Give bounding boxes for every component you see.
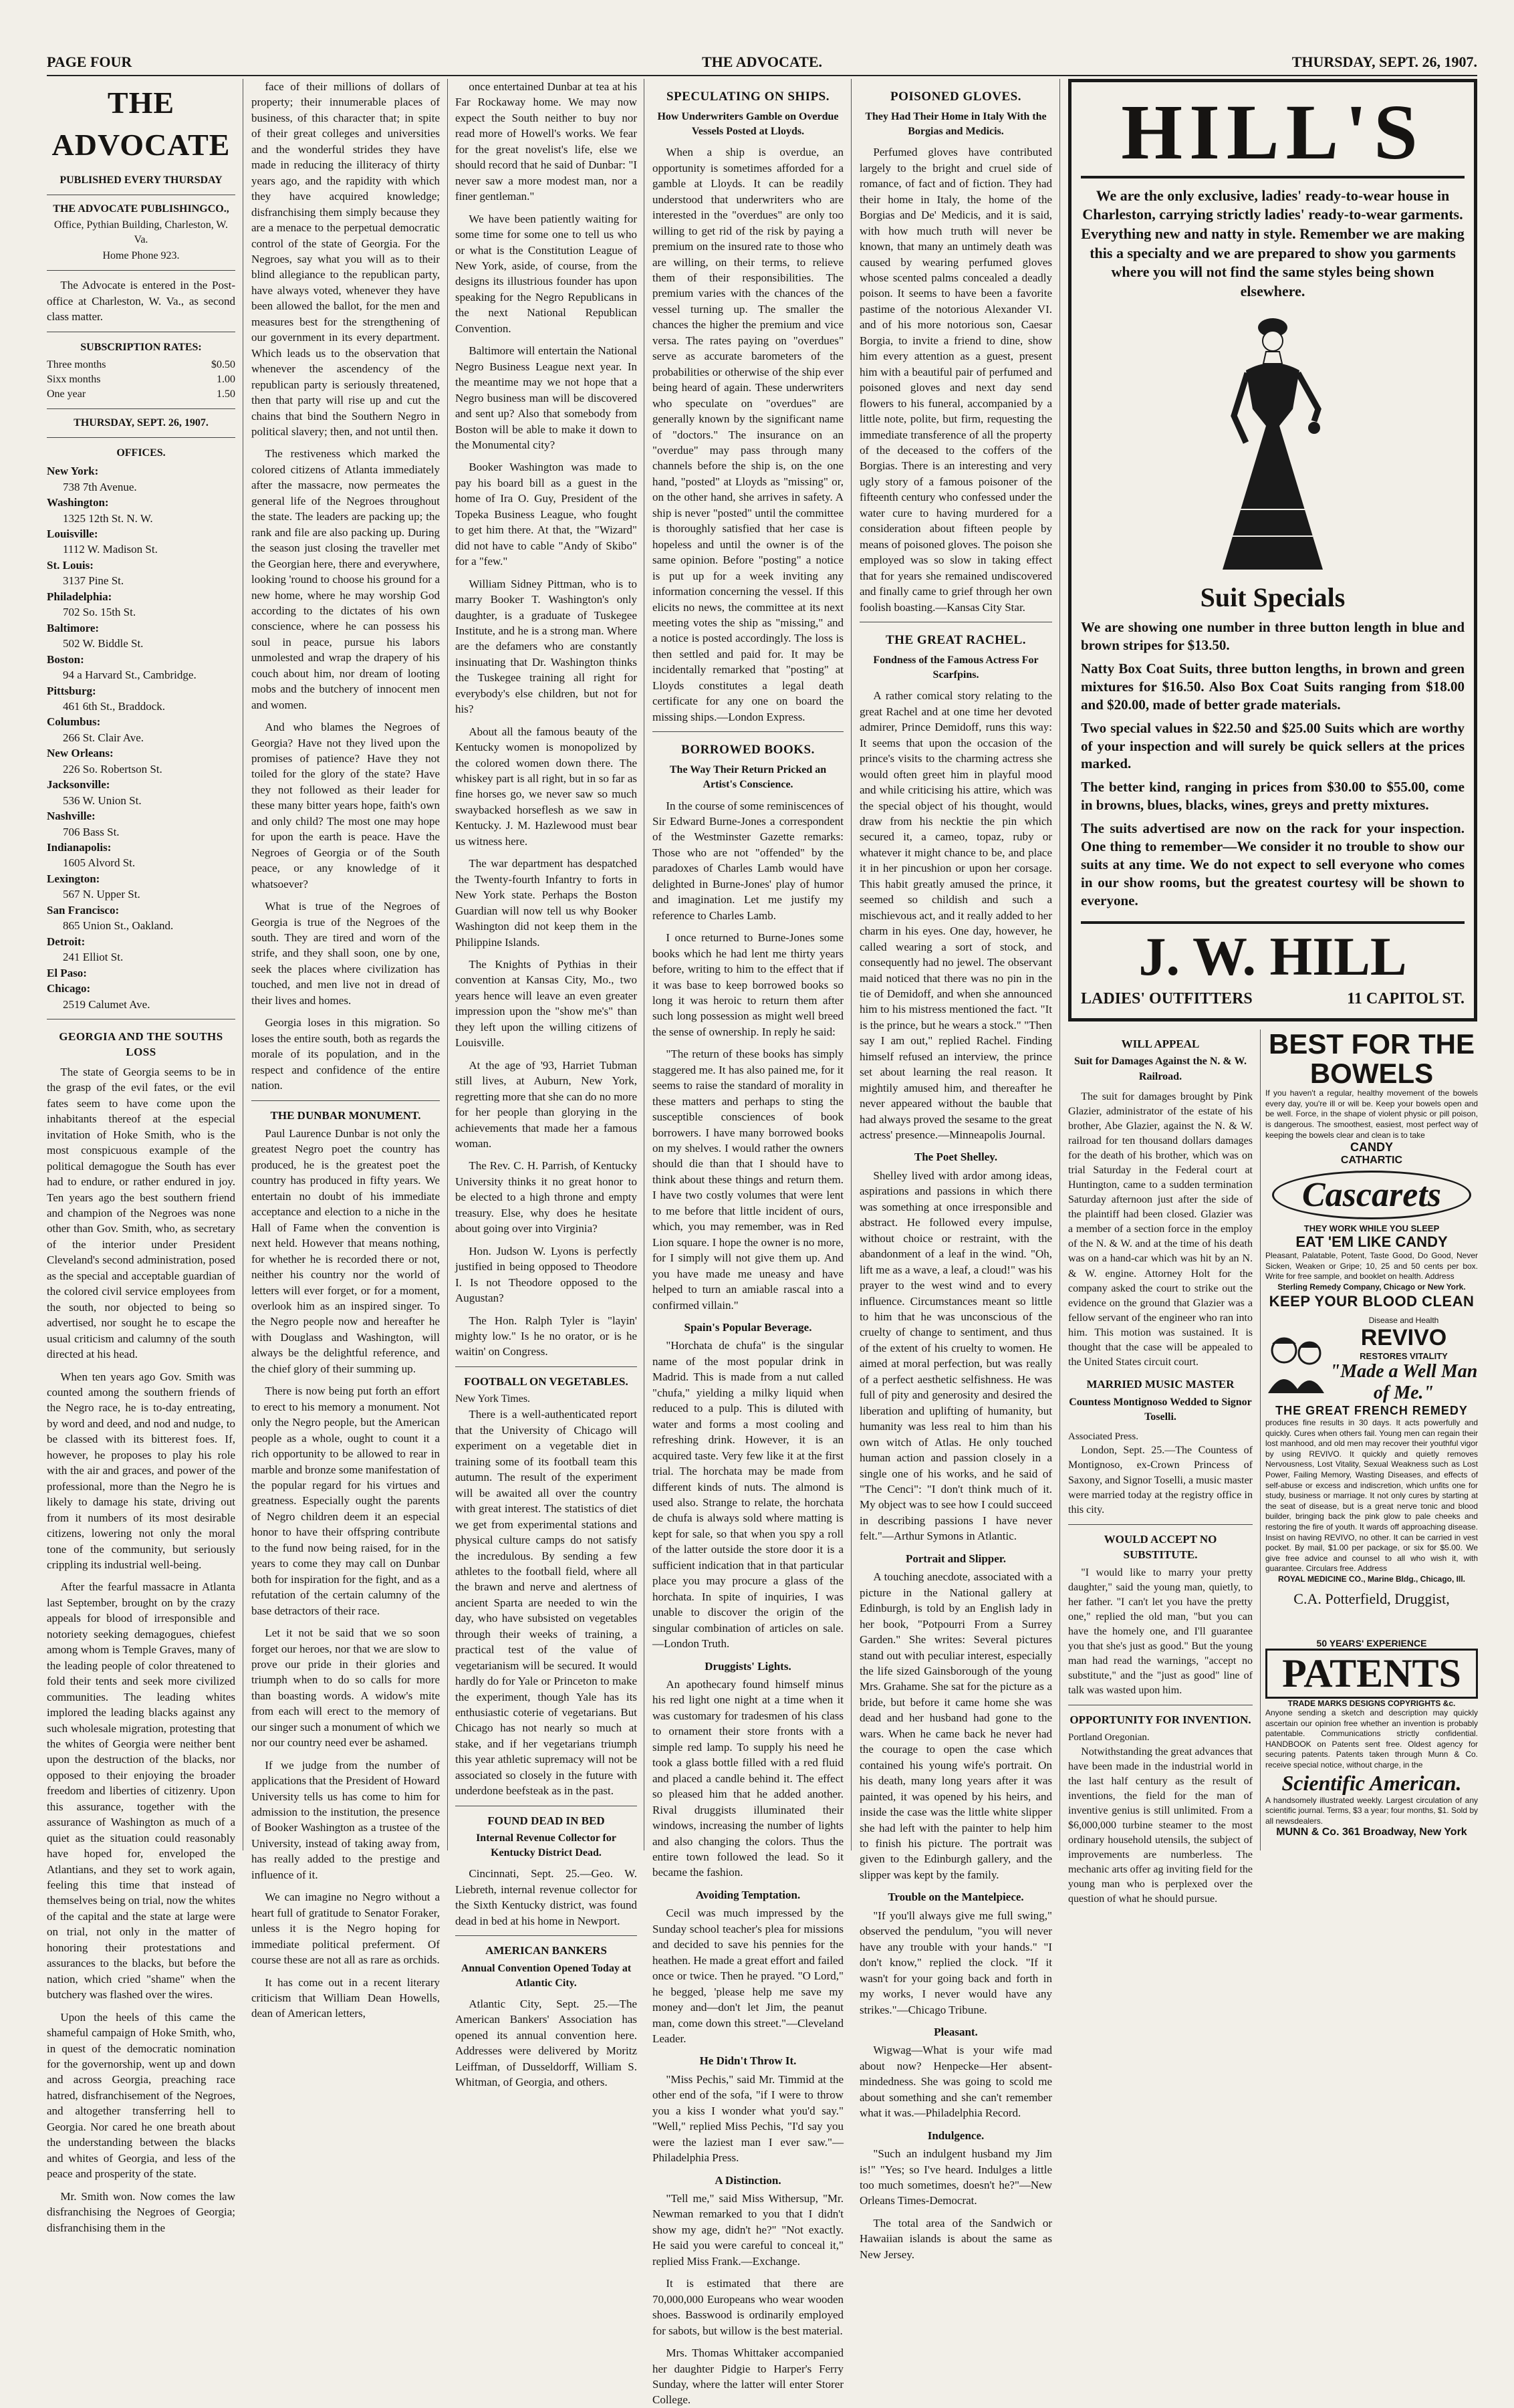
ad-label: Disease and Health: [1368, 1316, 1439, 1325]
office-city: Jacksonville:: [47, 778, 110, 792]
article-paragraph: Mr. Smith won. Now comes the law disfranchising the Negroes of Georgia; disfranchising them in the: [47, 2189, 235, 2234]
office-address: 1325 12th St. N. W.: [63, 511, 153, 525]
column-divider: [851, 79, 852, 1850]
article-body: A touching anecdote, associated with a picture in the National gallery at Edinburgh, is told by an English lady in her book, "Potpourri From a Surrey Garden." She writes: Several pictures stand out with peculiar interest, especially the life sized Gainsborough of the young Mrs. Grahame. She sat for the picture as a bride, but before it came home she was dead and her husband had gone to the wars. When he came back he never had the courage to open the case which contained his young wife's portrait. On his death, many long years after it was painted, it was opened by his heirs, and inside the case was the little white slipper she had left with the painter to help him to finish his picture. The portrait was given to the Edinburgh gallery, and the slipper was kept by the family.: [860, 1570, 1052, 1881]
article-body: Mrs. Thomas Whittaker accompanied her daughter Pidgie to Harper's Ferry Sunday, where the latter will enter Storer College.: [652, 2346, 844, 2407]
office-city: Boston:: [47, 652, 84, 666]
article-body: I once returned to Burne-Jones some books which he had lent me thirty years before, writing to him to the effect that if it was base to keep borrowed books so long it was heroic to return them after such long possession as might well breed the sense of ownership. In reply he said:: [652, 931, 844, 1038]
article-title: Spain's Popular Beverage.: [684, 1321, 812, 1334]
editorial-note: Baltimore will entertain the National Negro Business League next year. In the meantime may we not hope that a Negro business man will be discovered and sent up? Also that somebody from Boston will be able to make it down to the Monumental city?: [455, 344, 637, 451]
editorial-notes: [455, 79, 637, 1360]
article-title: Druggists' Lights.: [705, 1659, 791, 1673]
article-body: It is estimated that there are 70,000,000 Europeans who wear wooden shoes. Basswood is ordinarily employed for sabots, but willow is the best material.: [652, 2277, 844, 2337]
office-address: 502 W. Biddle St.: [63, 637, 144, 650]
ad-tagline: RESTORES VITALITY: [1360, 1351, 1448, 1361]
article-body: Cecil was much impressed by the Sunday school teacher's plea for missions and decided to save his pennies for the heathen. He made a great effort and failed once or twice. Then he prayed. "O Lord," he begged, 'please help me save my money and—don't let Jim, the peanut man, come down this street."—Cleveland Leader.: [652, 1907, 844, 2045]
article-subtitle: They Had Their Home in Italy With the Borgias and Medicis.: [865, 111, 1047, 138]
article-subtitle: Annual Convention Opened Today at Atlantic City.: [461, 1962, 632, 1989]
article-body: The suit for damages brought by Pink Glazier, administrator of the estate of his brother, Abe Glazier, against the N. & W. railroad for ten thousand dollars damages for the death of his brother, which was on trial Saturday in the Federal court at Huntington, came to a sudden termination Saturday afternoon just after the side of the plaintiff had been closed. Glazier was a member of a section force in the employ of the N. & W. and at the time of his death was on a hand-car which was hit by an N. & W. engine. Attorney Holt for the company asked the court to strike out the evidence on the ground that Glazier was a fellow servant of the engineer who ran into him. This motion was sustained. It is thought that the case will be appealed to the United States circuit court.: [1068, 1090, 1253, 1368]
article-title: WOULD ACCEPT NO SUBSTITUTE.: [1104, 1532, 1217, 1562]
article-title: POISONED GLOVES.: [890, 90, 1021, 104]
ad-copy: Pleasant, Palatable, Potent, Taste Good, Do Good, Never Sicken, Weaken or Gripe; 10, 25 and 50 cents per box. Write for free sample, and booklet on health. Address: [1265, 1251, 1478, 1282]
offices-list: [47, 463, 235, 1012]
hills-intro: We are the only exclusive, ladies' ready-to-wear house in Charleston, carrying strictly ladies' ready-to-wear garments. Everything new and natty in style. Remember we are making this a specialty and we are prepared to show you garments where you will not find the same styles being shown elsewhere.: [1081, 187, 1465, 299]
merchant-address: 11 CAPITOL ST.: [1347, 989, 1465, 1007]
article-body: "Tell me," said Miss Withersup, "Mr. Newman remarked to you that I didn't show my age, didn't he?" "Not exactly. He said you were careful to conceal it," replied Miss Frank.—Exchange.: [652, 2192, 844, 2268]
revivo-advertisement: [1265, 1316, 1478, 1630]
article-title: A Distinction.: [715, 2173, 781, 2187]
article-body: "Horchata de chufa" is the singular name of the most popular drink in Madrid. This is made from a nut called "chufa," yielding a milky liquid when reduced to a pulp. This is diluted with water and forms a most cooling and refreshing drink. However, it is an acquired taste. Very few like it at the first trial. The horchata may be made from different kinds of nuts. The almond is used also. Strange to relate, the horchata de chufa is always sold where matting is kept for sale, so that when you spy a roll of the latter outside the store door it is a sufficient indication that in that particular place you may procure a glass of the horchata. In spite of inquiries, I was unable to discover the origin of the singular combination of articles on sale.—London Truth.: [652, 1339, 844, 1651]
article-title: WILL APPEAL: [1121, 1038, 1200, 1050]
article-title: Indulgence.: [927, 2129, 985, 2142]
phone: Home Phone 923.: [102, 250, 180, 262]
article-body: [251, 1126, 440, 2022]
article-paragraph: There is now being put forth an effort to erect to his memory a monument. Not only the Negro people, but the American people as a whole, ought to count it a rich opportunity to be allowed to rear in marble and bronze some manifestation of the popular regard for his virtues and greatness. Especially ought the parents of Negro children deem it an especial honor to have their offspring contribute to the fund now being raised, for in the years to come they may call on Dunbar both for inspiration for the fight, and as a refutation of the certain calumny of the base detractors of their race.: [251, 1384, 440, 1617]
article-title: He Didn't Throw It.: [699, 2054, 797, 2068]
running-title: THE ADVOCATE.: [701, 53, 823, 70]
office-address: 865 Union St., Oakland.: [63, 919, 174, 933]
masthead-title: THE ADVOCATE: [51, 86, 231, 162]
hills-advertisement: [1068, 79, 1477, 1021]
office-address: 461 6th St., Braddock.: [63, 699, 165, 713]
article-paragraph: Georgia loses in this migration. So loses the entire south, both as regards the morale of its population, and in the respect and confidence of the entire nation.: [251, 1016, 440, 1092]
suit-offer: We are showing one number in three button length in blue and brown stripes for $13.50.: [1081, 619, 1465, 654]
article-body: "I would like to marry your pretty daughter," said the young man, quietly, to her father. "I can't let you have the pretty one," replied the old man, "but you can have the homely one, and I'll guarantee you that she's just as good." But the young man had read the warnings, "accept no substitute," and the "just as good" line of talk was wasted upon him.: [1068, 1566, 1253, 1697]
article-body: Shelley lived with ardor among ideas, aspirations and passions in which there was something at once irresponsible and abstract. He followed every impulse, without choice or restraint, with the abandonment of a leaf in the wind. "Oh, lift me as a wave, a leaf, a cloud!" was his prayer to the west wind and to every influence. Circumstances meant so little to him that he was unconscious of the cruelty of change to sentiment, and thus of the extent of his cruelty to women. He aimed at moral perfection, but was really of a perfect aesthetic selfishness. He was full of pity and generosity and desired the liberation and uplifting of humanity, but humanity was less real to him than his own witch of Atlas. He only touched human action and passion closely in a single one of his works, and he said of "The Cenci": "I don't think much of it. My object was to see how I could succeed in describing passions I have never felt."—Arthur Symons in Atlantic.: [860, 1169, 1052, 1543]
article-body: In the course of some reminiscences of Sir Edward Burne-Jones a correspondent of the Westminster Gazette remarks: Those who are not "offended" by the paradoxes of Charles Lamb would have delighted in Burne-Jones' play of humor and imagination. Let me justify my reference to Charles Lamb.: [652, 799, 844, 922]
hills-logo: HILL'S: [1081, 89, 1465, 178]
column-4: [652, 79, 844, 2407]
rate-row: Three months $0.50: [47, 358, 235, 370]
article-title: Trouble on the Mantelpiece.: [888, 1891, 1024, 1904]
office-city: St. Louis:: [47, 558, 94, 572]
article-body: The total area of the Sandwich or Hawaiian islands is about the same as New Jersey.: [860, 2216, 1052, 2261]
issue-date: THURSDAY, SEPT. 26, 1907.: [74, 417, 209, 429]
article-body: When a ship is overdue, an opportunity is sometimes afforded for a gamble at Lloyds. It can be readily understood that underwriters who are interested in the "overdues" are only too willing to get rid of the risk by paying a premium on the insured rate to those who are willing, on their terms, to relieve them of their responsibilities. The premium varies with the chances of the vessel turning up. The smaller the chances the higher the premium and vice versa. The rates paying on "overdues" serve as accurate barometers of the probabilities or otherwise of the ship ever being heard of again. These underwriters who speculate on "overdues" are generally known by the significant name of "doctors." The insurance on an "overdue" may pass through many channels before the ship is, on the one hand, "posted" at Lloyds as "missing" or, on the other hand, she arrives in safety. A ship is never "posted" until the committee is thoroughly satisfied that her case is hopeless and until the owner is of the same opinion. Before "posting" a notice is put up for a week inviting any information concerning the vessel. If this elicits no news, the committee at its next meeting votes the ship as "missing," and a notice is posted accordingly. The loss is then settled and paid for. It may be incidentally remarked that "posting" at Lloyds constitutes a legal death certificate for any one on board the missing ships.—London Express.: [652, 146, 844, 723]
article-source: Associated Press.: [1068, 1431, 1138, 1442]
office-city: Nashville:: [47, 810, 96, 823]
office-city: Philadelphia:: [47, 590, 112, 603]
article-title: MARRIED MUSIC MASTER: [1086, 1378, 1235, 1391]
editorial-note: Hon. Judson W. Lyons is perfectly justified in being opposed to Theodore I. Is not Theodore opposed to the Augustan?: [455, 1244, 637, 1305]
published-line: PUBLISHED EVERY THURSDAY: [59, 174, 223, 186]
suit-offer: The better kind, ranging in prices from $30.00 to $55.00, come in browns, blues, blacks, wines, greys and pretty mixtures.: [1081, 779, 1465, 814]
article-body: There is a well-authenticated report that the University of Chicago will experiment on a vegetable diet in training some of its football team this autumn. The result of the experiment will be awaited all over the country with great interest. The statistics of diet we get from experimental stations and physical culture camps do not satisfy the incredulous. By sending a few athletes to the football field, where all the brawn and nerve and alertness of ancient Sparta are needed to win the day, who have subsisted on vegetables through their weeks of training, a practical test of the value of vegetarianism will be secured. It would hardly do for Yale or Princeton to make the experiment, though Yale has its enthusiastic coterie of vegetarians. But Chicago has not nearly so much at stake, and if her vegetarians triumph this year athletic supremacy will not be associated so closely in the future with underdone beefsteak as in the past.: [455, 1408, 637, 1798]
merchant-name: J. W. HILL: [1081, 921, 1465, 989]
scientific-american-logo: Scientific American.: [1281, 1770, 1462, 1795]
column-1: [47, 79, 235, 2234]
ad-headline: KEEP YOUR BLOOD CLEAN: [1269, 1292, 1475, 1310]
column-2: [251, 79, 440, 2020]
column-6: [1068, 1030, 1253, 1905]
office-city: El Paso:: [47, 966, 87, 979]
column-divider: [1260, 1030, 1261, 1850]
rate-row: Sixx months 1.00: [47, 373, 235, 385]
article-body: "The return of these books has simply staggered me. It has also pained me, for it seems to raise the standard of morality in these matters and perhaps to sting the susceptible consciences of book borrowers. I have many borrowed books on my shelves. I would rather the owners should die than that I should have to think about these things and return them. I have two costly volumes that were lent to me before that little incident of ours, which, you may remember, was in Red Lion square. I hope the owner is no more, for I simply will not give them up. And you have made me uneasy and have helped to turn an amiable rascal into a confirmed villain.": [652, 1048, 844, 1312]
office-address: 706 Bass St.: [63, 825, 120, 838]
page-number: PAGE FOUR: [47, 53, 132, 70]
article-title: SPECULATING ON SHIPS.: [666, 90, 830, 104]
ad-label: CATHARTIC: [1340, 1155, 1403, 1167]
article-subtitle: How Underwriters Gamble on Overdue Vessels Posted at Lloyds.: [657, 111, 839, 138]
column-3: [455, 79, 637, 2089]
entered-notice: The Advocate is entered in the Post-office at Charleston, W. Va., as second class matter.: [47, 279, 235, 324]
offices-title: OFFICES.: [116, 447, 166, 459]
article-paragraph: When ten years ago Gov. Smith was counted among the southern friends of the Negro race, he is to-day entreating, by word and deed, and nod and nudge, to be classed with its bitterest foes. If, however, he proposes to play his role with the air and graces, and power of the professional, more than the Negro he is likely to damage his state, driving out from it numbers of its most desirable citizens, lowering not only the moral tone of the community, but seriously crippling its industrial well-being.: [47, 1370, 235, 1571]
rates-title: SUBSCRIPTION RATES:: [80, 341, 202, 353]
office-city: Columbus:: [47, 715, 101, 729]
ad-label: 50 YEARS' EXPERIENCE: [1316, 1638, 1427, 1649]
article-title: THE DUNBAR MONUMENT.: [270, 1108, 421, 1122]
editorial-note: The Rev. C. H. Parrish, of Kentucky University thinks it no great honor to be elected to a high throne and empty treasury. Else, why does he hesitate about going over into Virginia?: [455, 1159, 637, 1235]
office-city: Pittsburg:: [47, 684, 96, 697]
ad-headline: THE GREAT FRENCH REMEDY: [1275, 1404, 1468, 1417]
editorial-note: Booker Washington was made to pay his board bill as a guest in the home of Ira O. Guy, President of the Topeka Business League, who fought to get him there. At that, the "Wizard" did not have to cable "Andy of Skibo" for a "few.": [455, 461, 637, 568]
office-address: 266 St. Clair Ave.: [63, 731, 144, 744]
office-address: 241 Elliot St.: [63, 951, 124, 964]
header-rule: [47, 75, 1477, 76]
article-paragraph: And who blames the Negroes of Georgia? Have not they lived upon the promises of patience? Have they not toiled for the glory of the state? Have they not followed as their leader for these many bitter years hope, faith's own and only child? The most one may hope for upon the earth is peace. Have the Negroes of Georgia or of the South peace, or any knowledge of it whatsoever?: [251, 721, 440, 890]
article-title: BORROWED BOOKS.: [681, 743, 815, 757]
article-title: FOOTBALL ON VEGETABLES.: [464, 1374, 628, 1388]
patents-advertisement: [1265, 1638, 1478, 1850]
article-body: "If you'll always give me full swing," observed the pendulum, "you will never have any trouble with your hands." "I don't know," replied the clock. "If it wasn't for your going back and forth in my works, I never would have any strikes."—Chicago Tribune.: [860, 1909, 1052, 2016]
ad-copy: If you haven't a regular, healthy movement of the bowels every day, you're ill or will be. Keep your bowels open and be well. Force, in the shape of violent physic or pill poison, is dangerous. The smoothest, easiest, most perfect way of keeping the bowels clear and clean is to take: [1265, 1088, 1478, 1140]
editorial-note: The war department has despatched the Twenty-fourth Infantry to forts in New York state. Perhaps the Boston Guardian will now tell us why Booker Washington did not keep them in the Philippine Islands.: [455, 857, 637, 949]
publisher: THE ADVOCATE PUBLISHINGCO.,: [53, 203, 229, 215]
article-title: THE GREAT RACHEL.: [886, 632, 1026, 647]
article-body: Perfumed gloves have contributed largely to the bright and cruel side of romance, of fact and of fiction. They had their home in Italy, the home of the Borgias and De' Medicis, and it is said, with how much truth will never be known, that many an untimely death was caused by wearing perfumed gloves whose scented palms concealed a deadly poison. It seems to have been a favorite pastime of the notorious Alexander VI. and of his more notorious son, Caesar Borgia, to invite a friend to dine, show him every attention as a guest, present him with a beautiful pair of perfumed and poisoned gloves and next day send flowers to his funeral, accompanied by a little note, polite, but firm, requesting the immediate transference of all the property of the deceased to the coffers of the Borgias. There is an interesting and very ugly story of a famous poisoner of the fifteenth century who confessed under the water cure to having murdered for a consideration about fifteen people by means of poisoned gloves. The poison she employed was so slow in taking effect that for years she remained undiscovered and finally came to grief through her own foolish boasting.—Kansas City Star.: [860, 146, 1052, 614]
article-subtitle: The Way Their Return Pricked an Artist's Conscience.: [669, 764, 827, 791]
article-body: [47, 1064, 235, 2236]
column-divider: [447, 79, 448, 1850]
article-body: [251, 79, 440, 1094]
suit-offer: Natty Box Coat Suits, three button lengths, in brown and green mixtures for $16.50. Also Box Coat Suits ranging from $18.00 and $20.00, made of better grade materials.: [1081, 660, 1465, 713]
article-body: An apothecary found himself minus his red light one night at a time when it was customary for tradesmen of his class to ornament their store fronts with a simple red lamp. To supply his need he took a glass bottle filled with a red fluid and placed a candle behind it. The effect so pleased him that he added another. Rival druggists illuminated their windows, increasing the number of lights and also changing the colors. Thus the entire town followed the lead. So it became the fashion.: [652, 1677, 844, 1879]
office-address: 702 So. 15th St.: [63, 606, 136, 619]
article-title: The Poet Shelley.: [914, 1151, 998, 1164]
office-city: San Francisco:: [47, 903, 120, 917]
article-paragraph: It has come out in a recent literary criticism that William Dean Howells, dean of American letters,: [251, 1975, 440, 2020]
column-divider: [1059, 79, 1060, 1850]
article-body: Cincinnati, Sept. 25.—Geo. W. Liebreth, internal revenue collector for the Sixth Kentucky district, was found dead in bed at his home in Newport.: [455, 1867, 637, 1927]
header-date: THURSDAY, SEPT. 26, 1907.: [1291, 53, 1477, 70]
article-title: GEORGIA AND THE SOUTHS LOSS: [59, 1030, 223, 1059]
article-title: AMERICAN BANKERS: [485, 1944, 607, 1957]
office-city: Detroit:: [47, 935, 86, 948]
office-address: 226 So. Robertson St.: [63, 762, 162, 775]
column-5: [860, 79, 1052, 2261]
article-paragraph: Paul Laurence Dunbar is not only the greatest Negro poet the country has produced, he is the greatest poet the country has produced in fifty years. We entertain no doubt of his immediate acceptance and election to a niche in the Hall of Fame when the convention is next held. However that means nothing, for whether he is recorded there or not, neither his country nor the world of letters will ever forget, or for a moment, overlook him as an inspired singer. To the Negro people now and hereafter he with Douglass and Washington, will always be the delightful reference, and the chief glory of their summing up.: [251, 1127, 440, 1375]
article-body: Wigwag—What is your wife mad about now? Henpecke—Her absent-mindedness. She was going to scold me about something and she can't remember what it was.—Philadelphia Record.: [860, 2044, 1052, 2120]
editorial-note: About all the famous beauty of the Kentucky women is monopolized by the colored women down there. The whiskey part is all right, but in so far as fine horses go, we never saw so much swaybacked horseflesh as we saw in Kentucky. J. M. Hazlewood must bear us witness here.: [455, 725, 637, 848]
article-title: Pleasant.: [934, 2025, 978, 2038]
office-address: 1112 W. Madison St.: [63, 543, 158, 556]
ad-address: Sterling Remedy Company, Chicago or New York.: [1277, 1282, 1466, 1292]
ad-headline: BEST FOR THE: [1268, 1028, 1475, 1060]
article-body: Notwithstanding the great advances that have been made in the industrial world in the last half century as the result of inventions, the field for the man of inventive genius is still unlimited. From a $6,000,000 turbine steamer to the most ordinary household utensils, the subject of improvements are numberless. The mechanic arts offer ag inviting field for the young man who is perplexed over the question of what he should pursue.: [1068, 1745, 1253, 1905]
ad-label: CANDY: [1350, 1140, 1393, 1155]
article-title: OPPORTUNITY FOR INVENTION.: [1069, 1713, 1251, 1727]
office-city: New Orleans:: [47, 747, 114, 760]
editorial-note: once entertained Dunbar at tea at his Far Rockaway home. We may now expect the South neither to buy nor read more of Howell's works. We fear for the great novelist's life, else we should record that he said of Dunbar: "I never saw a more modest man, nor a finer gentleman.": [455, 80, 637, 203]
article-body: A rather comical story relating to the great Rachel and at one time her devoted admirer, Prince Demidoff, runs this way: It seems that upon the occasion of the prince's visits to the charming actress she would often greet him in playful mood and while criticising his attire, which was the special object of his thought, would draw from his necktie the pin which secured it, a cameo, topaz, ruby or whatever it might chance to be, and place it in her pincushion or upon her corsage. This habit greatly amused the prince, it seemed so childish and such a mischievous act, and it really added to her charm in his eyes. One day, however, he called wearing a sort of stock, and consequently had no jewel. The observant maid noticed that there was no pin in the tie of Demidoff, and when she announced him to his mistress mentioned the fact. "It is the prince, but he wears a stock." "Then say I am out," replied Rachel. Finding himself refused an interview, the prince set about learning the real reason. It mightily amused him, and thereafter he never appeared without the bauble that had always proved the sesame to the great actress' presence.—Minneapolis Journal.: [860, 689, 1052, 1142]
article-paragraph: If we judge from the number of applications that the President of Howard University tells us has come to him for admission to the institution, the presence of Booker Washington as a trustee of the University, instead of taking away from, has really added to the prestige and influence of it.: [251, 1758, 440, 1881]
page-header: [47, 48, 1477, 75]
ad-address: ROYAL MEDICINE CO., Marine Bldg., Chicago, Ill.: [1277, 1574, 1466, 1584]
merchant-type: LADIES' OUTFITTERS: [1081, 989, 1253, 1007]
article-title: FOUND DEAD IN BED: [487, 1814, 605, 1827]
article-body: London, Sept. 25.—The Countess of Montignoso, ex-Crown Princess of Saxony, and Signor Toselli, a music master were married today at the registry office in this city.: [1068, 1445, 1253, 1516]
article-body: Atlantic City, Sept. 25.—The American Bankers' Association has opened its annual convention here. Addresses were delivered by Moritz Leiffman, of Dusseldorff, William S. Whitman, of Georgia, and others.: [455, 1997, 637, 2089]
rate-row: One year 1.50: [47, 388, 235, 400]
office-address: 3137 Pine St.: [63, 574, 124, 588]
article-paragraph: face of their millions of dollars of property; their innumerable places of business, of this character that; in spite of their great colleges and universities and the wonderful strides they have made in reducing the illiteracy of thirty years ago, and the rapidity with which they have acquired knowledge; disfranchising them simply because they are a menace to the perpetual democratic control of the state of Georgia. For the Negroes, say what you will as to their blind allegiance to the republican party, have always voted, whenever they have been allowed the ballot, for the men and measures best for the strengthening of our government in its every department. Which leads us to the observation that whenever the ascendency of the republican party is seriously threatened, then that party will rise up and cut the chains that bind the Southern Negro in political slavery; then, and not until then.: [251, 80, 440, 438]
ad-copy: produces fine results in 30 days. It acts powerfully and quickly. Cures when others fail. Young men can regain their lost manhood, and old men may recover their youthful vigor by using REVIVO. It quickly and quietly removes Nervousness, Lost Vitality, Sexual Weakness such as Lost Power, Failing Memory, Wasting Diseases, and effects of self-abuse or excess and indiscretion, which unfits one for study, business or marriage. It not only cures by starting at the seat of disease, but is a great nerve tonic and blood builder, bringing back the pink glow to pale cheeks and restoring the fire of youth. It wards off approaching disease. Insist on having REVIVO, no other. It can be carried in vest pocket. By mail, $1.00 per package, or six for $5.00. We give free advice and counsel to all who wish it, with guarantee. Circulars free. Address: [1265, 1418, 1478, 1574]
cascarets-logo: Cascarets: [1272, 1171, 1471, 1219]
article-source: New York Times.: [455, 1393, 531, 1405]
office-address: 738 7th Avenue.: [63, 480, 137, 493]
office-city: Lexington:: [47, 872, 100, 885]
article-paragraph: The restiveness which marked the colored citizens of Atlanta immediately after the massacre, now permeates the general life of the Negroes throughout the state. The leaders are packing up; the rank and file are also packing up. During the season just closing the traveller met the Georgian here, there and everywhere, looking 'round to choose his ground for a new home, where he may worship God according to the dictates of his own conscience, where he can possess his soul in peace, pursue his labors unmolested and wrap the drapery of his couch about him, nor dream of looting mobs and the butchery of innocent men and women.: [251, 447, 440, 711]
article-title: Portrait and Slipper.: [905, 1552, 1007, 1565]
article-paragraph: What is true of the Negroes of Georgia is true of the Negroes of the south. They are tired and worn of the strife, and they shall soon, one by one, seek the places where civilization has touched, and men live not in dread of their lives and homes.: [251, 900, 440, 1007]
ad-headline: EAT 'EM LIKE CANDY: [1295, 1233, 1448, 1251]
ad-copy: Anyone sending a sketch and description may quickly ascertain our opinion free whether an invention is probably patentable. Communications strictly confidential. HANDBOOK on Patents sent free. Oldest agency for securing patents. Patents taken through Munn & Co. receive special notice, without charge, in the: [1265, 1708, 1478, 1770]
office-city: Louisville:: [47, 527, 98, 540]
article-paragraph: We can imagine no Negro without a heart full of gratitude to Senator Foraker, unless it is the Negro hoping for immediate political preferment. Of course these are not all as rare as orchids.: [251, 1891, 440, 1967]
office-address: Office, Pythian Building, Charleston, W. Va.: [53, 219, 229, 246]
office-city: New York:: [47, 465, 99, 478]
ad-copy: A handsomely illustrated weekly. Largest circulation of any scientific journal. Terms, $3 a year; four months, $1. Sold by all newsdealers.: [1265, 1795, 1478, 1826]
office-address: 2519 Calumet Ave.: [63, 997, 150, 1011]
office-city: Washington:: [47, 496, 109, 509]
lady-illustration-icon: [1199, 309, 1346, 576]
article-title: Avoiding Temptation.: [695, 1888, 801, 1901]
office-address: 1605 Alvord St.: [63, 856, 136, 870]
article-body: "Miss Pechis," said Mr. Timmid at the other end of the sofa, "if I were to throw you a kiss I wonder what you'd say." "Well," replied Miss Pechis, "I'd say you were the laziest man I ever saw."—Philadelphia Press.: [652, 2072, 844, 2165]
article-subtitle: Internal Revenue Collector for Kentucky District Dead.: [476, 1832, 616, 1859]
ad-headline: "Made a Well Man of Me.": [1330, 1361, 1478, 1403]
office-city: Baltimore:: [47, 621, 100, 634]
editorial-note: The Knights of Pythias in their convention at Kansas City, Mo., two years hence will leave an even greater impression upon the "show me's" than they left upon the willing citizens of Louisville.: [455, 958, 637, 1050]
patents-logo: PATENTS: [1265, 1649, 1478, 1699]
editorial-note: At the age of '93, Harriet Tubman still lives, at Auburn, New York, regretting more that she can do no more for her people than glorying in the achievements that made her a famous woman.: [455, 1058, 637, 1150]
office-address: 94 a Harvard St., Cambridge.: [63, 669, 197, 682]
article-body: "Such an indulgent husband my Jim is!" "Yes; so I've heard. Indulges a little too much sometimes, doesn't he?"—New Orleans Times-Democrat.: [860, 2147, 1052, 2207]
ad-address: MUNN & Co. 361 Broadway, New York: [1276, 1826, 1467, 1838]
office-address: 567 N. Upper St.: [63, 888, 140, 901]
article-paragraph: After the fearful massacre in Atlanta last September, brought on by the crazy appeals for blood of irresponsible and notoriety seeking demagogues, chiefest among whom is Temple Graves, many of the leading people of color threatened to fold their tents and seek more civilized communities. The leading whites implored the leading blacks against any such wholesale migration, protesting that the whites of Georgia were neither bent upon the destruction of the blacks, nor opposed to their enjoying the broader freedom and liberties of citizenry. Upon this assurance, together with the assurance of Washington as much of a quiet as the situation could reasonably have hoped for, enveloped the Atlantians, and they set to work again, feeling this time that instead of themselves being on trial, now the whites of the capital and the state at large were on trial, not only in the matter of honoring their protestations and assurances to the blacks, but before the nation, which cried "shame" when the butchery was flashed over the wires.: [47, 1580, 235, 2002]
article-paragraph: The state of Georgia seems to be in the grasp of the evil fates, or the evil fates seem to have come upon the inhabitants thereof at the especial invitation of Hoke Smith, who is the most conspicuous example of the political demagogue the South has ever had to endure, or rather endured in joy. Ten years ago the best southern friend and champion of the Negroes was none other than Gov. Smith, who, as secretary of the interior under President Cleveland's second administration, posed as the special and acceptable guardian of the colored civil service employees from the south, nor objected to being so advertised, nor sought he to escape the usual criticism and calumny of the south directed at his head.: [47, 1065, 235, 1361]
ad-headline: BOWELS: [1309, 1058, 1434, 1090]
cascarets-advertisement: [1265, 1030, 1478, 1310]
article-subtitle: Fondness of the Famous Actress For Scarfpins.: [873, 654, 1039, 681]
article-paragraph: Let it not be said that we so soon forget our heroes, nor that we are slow to prove our pride in their glories and triumph when to do so calls for more than boasting words. A widow's mite from each will erect to the memory of our singer such a monument of which we nor our country need ever be ashamed.: [251, 1627, 440, 1750]
article-subtitle: Suit for Damages Against the N. & W. Railroad.: [1074, 1056, 1247, 1082]
portrait-icon: [1265, 1326, 1326, 1393]
office-city: Chicago:: [47, 982, 91, 995]
office-city: Indianapolis:: [47, 841, 112, 854]
article-source: Portland Oregonian.: [1068, 1731, 1150, 1743]
article-paragraph: Upon the heels of this came the shameful campaign of Hoke Smith, who, in quest of the democratic nomination for the governorship, went up and down and across Georgia, preaching race hatred, disfranchisement of the Negroes, and altogether transferring hell to Georgia. Nor cared he one breath about the understanding between the blacks and whites of Georgia, and less of the peace and prosperity of the state.: [47, 2010, 235, 2181]
suit-specials-heading: Suit Specials: [1200, 582, 1346, 613]
office-address: 536 W. Union St.: [63, 794, 142, 807]
revivo-logo: REVIVO: [1360, 1325, 1447, 1350]
editorial-note: The Hon. Ralph Tyler is "layin' mighty low." Is he no orator, or is he waitin' on Congress.: [455, 1314, 637, 1358]
editorial-note: William Sidney Pittman, who is to marry Booker T. Washington's only daughter, is a graduate of Tuskegee Institute, and he is a strong man. Where are the defamers who are constantly insinuating that Dr. Washington thinks the Tuskegee training all right for everybody's else children, but not for his?: [455, 577, 637, 716]
suit-offer: Two special values in $22.50 and $25.00 Suits which are worthy of your inspection and will surely be quick sellers at the prices marked.: [1081, 719, 1465, 772]
druggist-name: C.A. Potterfield, Druggist,: [1293, 1590, 1450, 1607]
ad-label: TRADE MARKS DESIGNS COPYRIGHTS &c.: [1287, 1699, 1456, 1708]
ad-tagline: THEY WORK WHILE YOU SLEEP: [1303, 1223, 1440, 1234]
suit-offer: The suits advertised are now on the rack for your inspection. One thing to remember—We consider it no trouble to show our suits at any time. We do not expect to sell everyone who comes in our show rooms, but the greatest courtesy will be shown to everyone.: [1081, 820, 1465, 909]
editorial-note: We have been patiently waiting for some time for some one to tell us who or what is the Constitution League of New York, aside, of course, from the designs its illustrious founder has upon speaking for the Negro Republicans in the next National Republican Convention.: [455, 212, 637, 335]
rates-list: [47, 358, 235, 402]
article-subtitle: Countess Montignoso Wedded to Signor Toselli.: [1069, 1396, 1252, 1423]
merchant-details: [1081, 990, 1465, 1008]
